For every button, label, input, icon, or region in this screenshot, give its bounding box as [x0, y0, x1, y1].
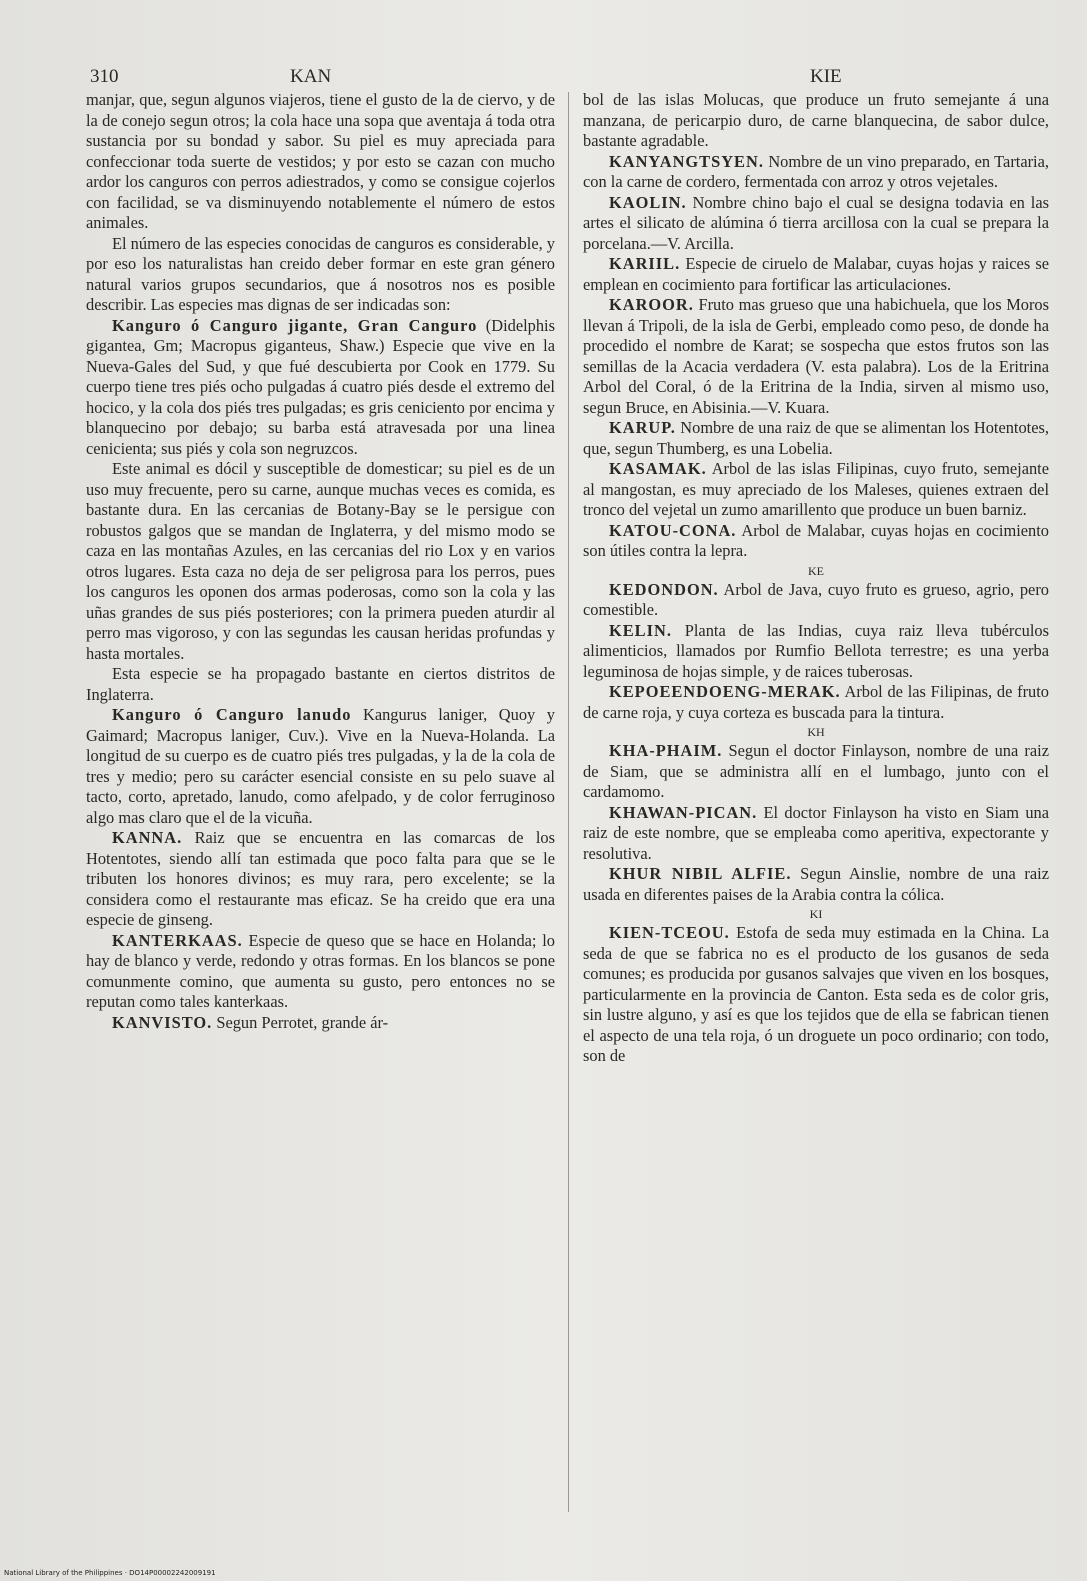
entry-headword: KANTERKAAS. — [112, 930, 243, 950]
dictionary-entry — [86, 316, 555, 460]
entry-headword: KARUP. — [609, 418, 676, 437]
body-paragraph: Esta especie se ha propagado bastante en ciertos distritos de Inglaterra. — [86, 664, 555, 704]
dictionary-entry — [583, 152, 1049, 193]
entry-definition: Nombre de un vino preparado, en Tartaria, con la carne de cordero, fermentada con arroz y otros vejetales. — [583, 151, 1049, 191]
entry-headword: KASAMAK. — [609, 459, 707, 478]
section-letter-divider: KI — [809, 907, 823, 921]
dictionary-entry — [583, 254, 1049, 295]
section-letter-divider: KH — [807, 725, 825, 739]
entry-definition: (Didelphis gigantea, Gm; Macropus giganteus, Shaw.) Especie que vive en la Nueva-Gales del Sud, y que fué descubierta por Cook en 1779. Su cuerpo tiene tres piés ocho pulgadas á cuatro piés desde el extremo del hocico, y la cola dos piés tres pulgadas; es gris ceniciento por encima y blanquecino por debajo; su barba está atravesada por una linea cenicienta; sus piés y cola son negruzcos. — [86, 315, 555, 458]
entry-headword: KHA-PHAIM. — [609, 741, 723, 760]
entry-headword: Kanguro ó Canguro lanudo — [112, 705, 352, 724]
dictionary-entry — [583, 418, 1049, 459]
entry-headword: KARIIL. — [609, 254, 681, 273]
entry-definition: Segun Ainslie, nombre de una raiz usada en diferentes paises de la Arabia contra la cólica. — [583, 864, 1049, 904]
body-paragraph: bol de las islas Molucas, que produce un fruto semejante á una manzana, de pericarpio duro, de carne blanquecina, de sabor dulce, bastante agradable. — [583, 90, 1049, 150]
entry-definition: Arbol de Malabar, cuyas hojas en cocimiento son útiles contra la lepra. — [583, 520, 1049, 560]
entry-headword: KELIN. — [609, 620, 672, 640]
entry-definition: Segun el doctor Finlayson, nombre de una raiz de Siam, que se administra allí en el lumbago, junto con el cardamomo. — [583, 741, 1049, 801]
entry-headword: KATOU-CONA. — [609, 520, 737, 540]
column-divider — [568, 92, 569, 1512]
entry-definition: Arbol de las islas Filipinas, cuyo fruto, semejante al mangostan, es muy apreciado de los Maleses, quienes extraen del tronco del vejetal un zumo amarillento que produce un buen barniz. — [583, 459, 1049, 519]
dictionary-entry — [583, 459, 1049, 521]
dictionary-entry — [86, 931, 555, 1013]
entry-definition: Segun Perrotet, grande ár- — [212, 1012, 389, 1032]
body-paragraph: manjar, que, segun algunos viajeros, tiene el gusto de la de ciervo, y de la de conejo segun otros; la cola hace una sopa que aventaja á toda otra sustancia por su bondad y sabor. Su piel es muy apreciada para confeccionar toda suerte de vestidos; y por esto se cazan con mucho ardor los canguros con perros adiestrados, y como se consigue cojerlos con facilidad, se va disminuyendo notablemente el número de estos animales. — [86, 90, 555, 232]
right-column — [583, 90, 1049, 1540]
entry-headword: KANNA. — [112, 828, 183, 847]
scan-credit: National Library of the Philippines · DO14P00002242009191 — [4, 1569, 216, 1577]
dictionary-entry — [583, 682, 1049, 723]
dictionary-entry — [86, 705, 555, 828]
entry-headword: KAOLIN. — [609, 192, 687, 212]
entry-headword: KHAWAN-PICAN. — [609, 802, 758, 822]
dictionary-entry — [86, 828, 555, 931]
dictionary-entry — [583, 521, 1049, 562]
section-letter-divider: KE — [808, 563, 824, 578]
entry-definition: El doctor Finlayson ha visto en Siam una raiz de este nombre, que se empleaba como aperitiva, expectorante y resolutiva. — [583, 802, 1049, 863]
entry-headword: KANVISTO. — [112, 1012, 213, 1032]
entry-definition: Raiz que se encuentra en las comarcas de los Hotentotes, siendo allí tan estimada que poco falta para que se le tributen los honores divinos; es muy rara, pero excelente; se la considera como el restaurante mas eficaz. Se ha creido que era una especie de ginseng. — [86, 828, 555, 929]
body-paragraph: Este animal es dócil y susceptible de domesticar; su piel es de un uso muy frecuente, pero su carne, aunque muchas veces es comida, es bastante dura. En las cercanias de Botany-Bay se le persigue con robustos galgos que se mandan de Inglaterra, y del mismo modo se caza en las montañas Azules, en las cercanias del rio Lox y en varios otros lugares. Esta caza no deja de ser peligrosa para los perros, pues los canguros les oponen dos armas poderosas, como son la cola y las uñas grandes de sus piés posteriores; con la primera pueden aturdir al perro mas vigoroso, y con las segundas les causan heridas profundas y hasta mortales. — [86, 459, 555, 663]
entry-headword: Kanguro ó Canguro jigante, Gran Canguro — [112, 315, 478, 335]
entry-definition: Planta de las Indias, cuya raiz lleva tubérculos alimenticios, llamados por Rumfio Bellota terrestre; es una yerba leguminosa de hojas simple, y de raices tuberosas. — [583, 620, 1049, 681]
entry-headword: KIEN-TCEOU. — [609, 923, 730, 942]
entry-definition: Especie de ciruelo de Malabar, cuyas hojas y raices se emplean en cocimiento para fortificar las articulaciones. — [583, 254, 1049, 294]
dictionary-entry — [583, 295, 1049, 418]
page-header — [90, 64, 1050, 90]
entry-definition: Especie de queso que se hace en Holanda; lo hay de blanco y verde, redondo y otras formas. En los blancos se pone comunmente comino, que aumenta su gusto, pero entonces no se reputan como tales kanterkaas. — [86, 930, 555, 1011]
page-number: 310 — [90, 66, 119, 87]
entry-definition: Nombre de una raiz de que se alimentan los Hotentotes, que, segun Thumberg, es una Lobelia. — [583, 418, 1049, 458]
entry-definition: Nombre chino bajo el cual se designa todavia en las artes el silicato de alúmina ó tierra arcillosa con la cual se prepara la porcelana.—V. Arcilla. — [583, 192, 1049, 253]
entry-headword: KAROOR. — [609, 295, 694, 314]
entry-definition: Estofa de seda muy estimada en la China. La seda de que se fabrica no es el producto de los gusanos de seda comunes; es producida por gusanos salvajes que viven en los bosques, particularmente en la provincia de Canton. Esta seda es de color gris, sin lustre alguno, y así es que los tejidos que de ella se fabrican tienen el aspecto de una tela roja, ó un droguete un poco ordinario; con todo, son de — [583, 923, 1049, 1065]
entry-headword: KHUR NIBIL ALFIE. — [609, 864, 792, 883]
entry-definition: Arbol de las Filipinas, de fruto de carne roja, y cuya corteza es buscada para la tintura. — [583, 682, 1049, 722]
body-paragraph: El número de las especies conocidas de canguros es considerable, y por eso los naturalistas han creido deber formar en este gran género natural varios grupos secundarios, que á nosotros nos es posible describir. Las especies mas dignas de ser indicadas son: — [86, 233, 555, 314]
entry-definition: Kangurus laniger, Quoy y Gaimard; Macropus laniger, Cuv.). Vive en la Nueva-Holanda. La longitud de su cuerpo es de cuatro piés tres pulgadas, y la de la cola de tres y medio; pero su carácter esencial consiste en su pelo suave al tacto, corto, apretado, lanudo, como afelpado, y de color ferruginoso algo mas claro que el de la vicuña. — [86, 705, 556, 827]
dictionary-entry — [583, 923, 1049, 1067]
dictionary-entry — [583, 621, 1049, 683]
dictionary-entry — [583, 580, 1049, 621]
dictionary-entry — [583, 803, 1049, 865]
entry-headword: KANYANGTSYEN. — [609, 151, 764, 171]
dictionary-entry — [583, 741, 1049, 803]
right-running-head: KIE — [810, 66, 842, 87]
entry-definition: Fruto mas grueso que una habichuela, que los Moros llevan á Tripoli, de la isla de Gerbi, empleado como peso, de donde ha procedido el nombre de Karat; se sospecha que estos frutos son las semillas de la Acacia verdadera (V. esta palabra). Los de la Eritrina Arbol del Coral, ó de la Eritrina de la India, sirven al mismo uso, segun Bruce, en Abisinia.—V. Kuara. — [583, 295, 1049, 417]
entry-headword: KEDONDON. — [609, 579, 719, 599]
left-running-head: KAN — [290, 66, 332, 87]
dictionary-entry — [583, 193, 1049, 255]
entry-headword: KEPOEENDOENG-MERAK. — [609, 682, 841, 701]
dictionary-entry — [86, 1013, 555, 1034]
dictionary-entry — [583, 864, 1049, 905]
entry-definition: Arbol de Java, cuyo fruto es grueso, agrio, pero comestible. — [583, 579, 1049, 619]
left-column — [86, 90, 555, 1540]
